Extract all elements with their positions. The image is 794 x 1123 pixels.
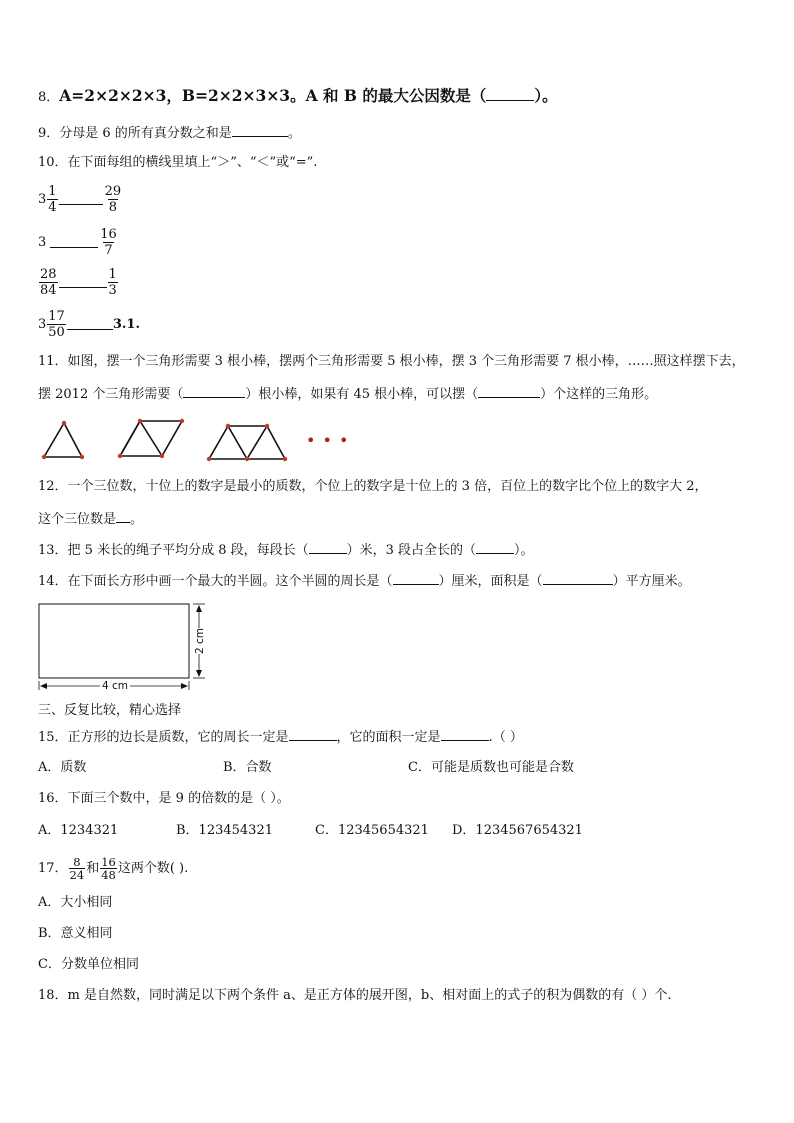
q8-text-end: ）。 — [534, 86, 558, 105]
arrow-up-icon — [196, 605, 202, 612]
arrow-down-icon — [196, 670, 202, 677]
fraction-numerator: 16 — [101, 855, 116, 869]
q10-row4-right-value: 3.1. — [112, 317, 140, 332]
q14-rectangle[interactable] — [39, 604, 189, 678]
q15-text-a: 15．正方形的边长是质数，它的周长一定是 — [38, 730, 289, 745]
section-3-title: 三、反复比较，精心选择 — [38, 703, 182, 718]
q14-text-b: ）厘米，面积是（ — [438, 574, 543, 589]
fraction-denominator: 24 — [69, 868, 85, 882]
q17-option-c[interactable]: C．分数单位相同 — [38, 957, 139, 972]
q17-and: 和 — [86, 861, 100, 876]
question-11-line-1: 11．如图，摆一个三角形需要 3 根小棒，摆两个三角形需要 5 根小棒，摆 3 个三角形需要 7 根小棒，……照这样摆下去， — [38, 354, 745, 369]
q15-option-a[interactable]: A．质数 — [38, 760, 87, 775]
question-18: 18．m 是自然数，同时满足以下两个条件 a、是正方体的展开图，b、相对面上的式子的积为偶数的有（ ）个. — [38, 988, 672, 1003]
fraction-numerator: 29 — [104, 184, 122, 199]
q8-number: 8． — [38, 90, 60, 105]
q8-text: A=2×2×2×3，B=2×2×3×3。A 和 B 的最大公因数是（ — [59, 86, 487, 105]
q9-text-end: 。 — [287, 126, 301, 141]
q15-option-b[interactable]: B．合数 — [223, 760, 272, 775]
q13-text-a: 13．把 5 米长的绳子平均分成 8 段，每段长（ — [38, 543, 309, 558]
q15-blank-area[interactable] — [441, 728, 489, 741]
q10-row4-whole: 3 — [38, 317, 47, 332]
fraction-denominator: 3 — [108, 283, 117, 298]
q17-prefix: 17． — [38, 861, 68, 876]
fraction-numerator: 1 — [48, 184, 57, 199]
q14-width-label: 4 cm — [101, 680, 129, 692]
question-16: 16．下面三个数中，是 9 的倍数的是（ ）。 — [38, 791, 290, 806]
q16-option-d[interactable]: D．1234567654321 — [452, 823, 583, 838]
fraction-numerator: 1 — [108, 267, 117, 282]
q16-option-a[interactable]: A．1234321 — [38, 823, 119, 838]
q10-row1-whole: 3 — [38, 192, 47, 207]
fraction-numerator: 16 — [100, 227, 117, 242]
q12-text-b: 。 — [130, 512, 144, 527]
question-17 — [38, 856, 188, 881]
q16-option-b[interactable]: B．123454321 — [176, 823, 273, 838]
q11-text-c: ）个这样的三角形。 — [540, 387, 658, 402]
q15-blank-perimeter[interactable] — [289, 728, 337, 741]
q15-option-c[interactable]: C．可能是质数也可能是合数 — [408, 760, 574, 775]
fraction-denominator: 8 — [108, 200, 117, 215]
q13-text-c: ）。 — [514, 543, 534, 558]
q14-text-c: ）平方厘米。 — [612, 574, 691, 589]
q13-text-b: ）米，3 段占全长的（ — [346, 543, 477, 558]
q17-option-a[interactable]: A．大小相同 — [38, 895, 113, 910]
arrow-right-icon — [181, 683, 188, 689]
fraction-denominator: 84 — [40, 283, 57, 298]
q10-row2-whole: 3 — [38, 235, 47, 250]
q15-text-c: .（ ） — [488, 730, 523, 745]
q17-fraction-2 — [100, 856, 117, 881]
q14-height-label: 2 cm — [194, 627, 206, 655]
fraction-numerator: 28 — [40, 267, 57, 282]
q15-text-b: ，它的面积一定是 — [336, 730, 441, 745]
fraction-denominator: 50 — [48, 325, 65, 340]
fraction-denominator: 4 — [48, 200, 57, 215]
q17-suffix: 这两个数( ). — [117, 861, 189, 876]
fraction-denominator: 48 — [101, 868, 116, 882]
question-12-line-1: 12．一个三位数，十位上的数字是最小的质数，个位上的数字是十位上的 3 倍，百位上的数字比个位上的数字大 2， — [38, 479, 708, 494]
q16-option-c[interactable]: C．12345654321 — [315, 823, 429, 838]
q14-text-a: 14．在下面长方形中画一个最大的半圆。这个半圆的周长是（ — [38, 574, 393, 589]
question-10: 10．在下面每组的横线里填上“＞”、“＜”或“=”. — [38, 155, 318, 170]
question-15 — [38, 728, 523, 746]
q11-text-a: 摆 2012 个三角形需要（ — [38, 387, 184, 402]
fraction-denominator: 7 — [104, 243, 113, 258]
fraction-numerator: 17 — [48, 309, 65, 324]
q11-text-b: ）根小棒，如果有 45 根小棒，可以摆（ — [245, 387, 479, 402]
q11-continuation-dots: • • • — [306, 431, 350, 450]
q17-fraction-1 — [69, 856, 86, 881]
q9-text: 9．分母是 6 的所有真分数之和是 — [38, 126, 232, 141]
q12-text-a: 这个三位数是 — [38, 512, 117, 527]
arrow-left-icon — [40, 683, 47, 689]
fraction-numerator: 8 — [73, 855, 81, 869]
q17-option-b[interactable]: B．意义相同 — [38, 926, 113, 941]
